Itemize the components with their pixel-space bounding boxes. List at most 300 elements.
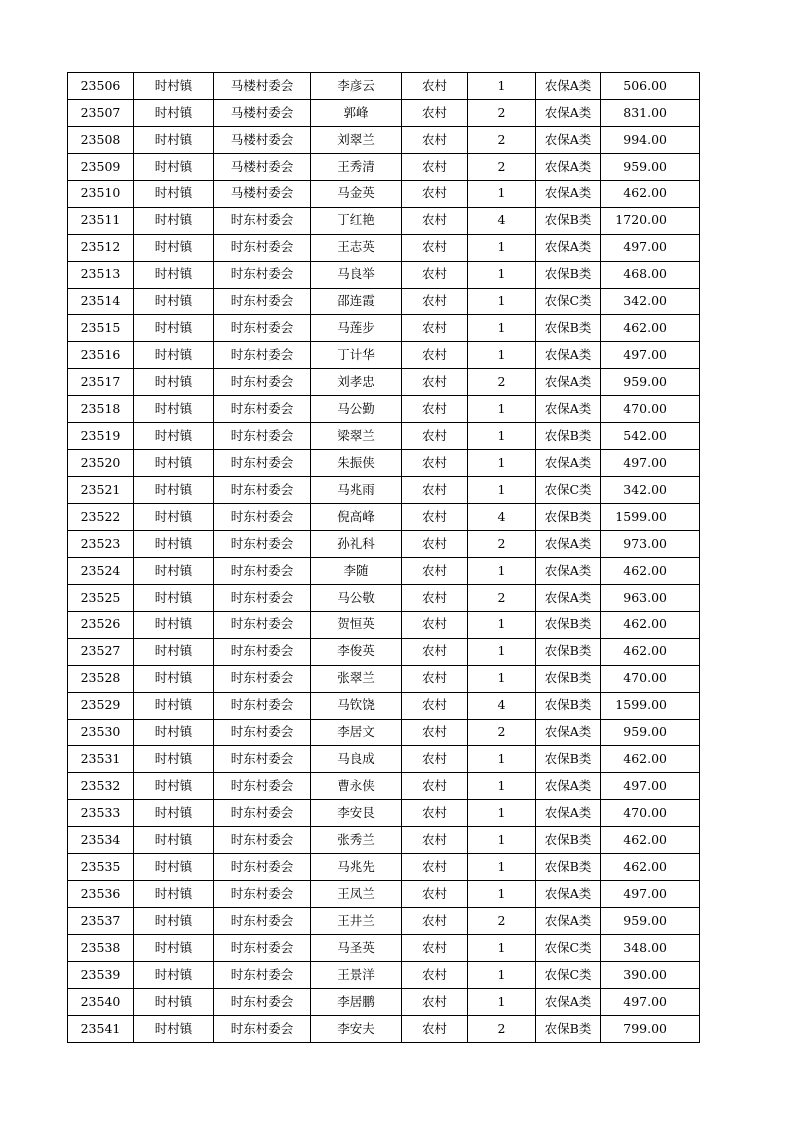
town-cell: 时村镇 <box>134 881 214 908</box>
insurance-class-cell: 农保A类 <box>536 530 601 557</box>
insurance-class-cell: 农保A类 <box>536 773 601 800</box>
household-count-cell: 1 <box>468 423 536 450</box>
household-count-cell: 1 <box>468 961 536 988</box>
insurance-class-cell: 农保C类 <box>536 935 601 962</box>
village-committee-cell: 时东村委会 <box>214 935 311 962</box>
village-committee-cell: 时东村委会 <box>214 665 311 692</box>
name-cell: 郭峰 <box>311 99 402 126</box>
record-id-cell: 23539 <box>68 961 134 988</box>
amount-cell: 470.00 <box>601 665 700 692</box>
name-cell: 李安夫 <box>311 1015 402 1042</box>
village-committee-cell: 时东村委会 <box>214 961 311 988</box>
name-cell: 马良成 <box>311 746 402 773</box>
village-committee-cell: 时东村委会 <box>214 504 311 531</box>
amount-cell: 799.00 <box>601 1015 700 1042</box>
household-type-cell: 农村 <box>402 423 468 450</box>
table-row <box>68 342 700 369</box>
record-id-cell: 23525 <box>68 584 134 611</box>
village-committee-cell: 时东村委会 <box>214 288 311 315</box>
household-count-cell: 1 <box>468 988 536 1015</box>
household-count-cell: 1 <box>468 342 536 369</box>
amount-cell: 959.00 <box>601 908 700 935</box>
record-id-cell: 23518 <box>68 396 134 423</box>
household-count-cell: 1 <box>468 611 536 638</box>
record-id-cell: 23528 <box>68 665 134 692</box>
town-cell: 时村镇 <box>134 126 214 153</box>
record-id-cell: 23511 <box>68 207 134 234</box>
insurance-class-cell: 农保B类 <box>536 746 601 773</box>
village-committee-cell: 时东村委会 <box>214 773 311 800</box>
table-row <box>68 153 700 180</box>
amount-cell: 342.00 <box>601 288 700 315</box>
town-cell: 时村镇 <box>134 288 214 315</box>
household-type-cell: 农村 <box>402 988 468 1015</box>
household-type-cell: 农村 <box>402 207 468 234</box>
household-type-cell: 农村 <box>402 504 468 531</box>
table-row <box>68 207 700 234</box>
household-type-cell: 农村 <box>402 450 468 477</box>
amount-cell: 959.00 <box>601 369 700 396</box>
insurance-class-cell: 农保B类 <box>536 854 601 881</box>
town-cell: 时村镇 <box>134 827 214 854</box>
insurance-class-cell: 农保A类 <box>536 73 601 100</box>
village-committee-cell: 时东村委会 <box>214 342 311 369</box>
village-committee-cell: 时东村委会 <box>214 396 311 423</box>
amount-cell: 497.00 <box>601 234 700 261</box>
table-row <box>68 369 700 396</box>
town-cell: 时村镇 <box>134 854 214 881</box>
town-cell: 时村镇 <box>134 988 214 1015</box>
record-id-cell: 23515 <box>68 315 134 342</box>
amount-cell: 462.00 <box>601 557 700 584</box>
table-row <box>68 73 700 100</box>
amount-cell: 468.00 <box>601 261 700 288</box>
name-cell: 马莲步 <box>311 315 402 342</box>
name-cell: 李随 <box>311 557 402 584</box>
village-committee-cell: 时东村委会 <box>214 207 311 234</box>
insurance-class-cell: 农保A类 <box>536 153 601 180</box>
amount-cell: 506.00 <box>601 73 700 100</box>
name-cell: 贺恒英 <box>311 611 402 638</box>
table-body <box>68 73 700 1043</box>
name-cell: 张翠兰 <box>311 665 402 692</box>
name-cell: 王凤兰 <box>311 881 402 908</box>
amount-cell: 462.00 <box>601 180 700 207</box>
household-type-cell: 农村 <box>402 1015 468 1042</box>
amount-cell: 959.00 <box>601 153 700 180</box>
village-committee-cell: 时东村委会 <box>214 315 311 342</box>
household-type-cell: 农村 <box>402 342 468 369</box>
table-row <box>68 961 700 988</box>
name-cell: 马公勤 <box>311 396 402 423</box>
amount-cell: 831.00 <box>601 99 700 126</box>
village-committee-cell: 时东村委会 <box>214 800 311 827</box>
household-type-cell: 农村 <box>402 827 468 854</box>
record-id-cell: 23507 <box>68 99 134 126</box>
household-type-cell: 农村 <box>402 881 468 908</box>
town-cell: 时村镇 <box>134 719 214 746</box>
household-type-cell: 农村 <box>402 800 468 827</box>
table-row <box>68 827 700 854</box>
town-cell: 时村镇 <box>134 504 214 531</box>
name-cell: 马钦饶 <box>311 692 402 719</box>
table-row <box>68 988 700 1015</box>
table-row <box>68 180 700 207</box>
household-type-cell: 农村 <box>402 530 468 557</box>
record-id-cell: 23509 <box>68 153 134 180</box>
household-count-cell: 4 <box>468 692 536 719</box>
insurance-class-cell: 农保B类 <box>536 611 601 638</box>
village-committee-cell: 马楼村委会 <box>214 73 311 100</box>
village-committee-cell: 时东村委会 <box>214 1015 311 1042</box>
amount-cell: 342.00 <box>601 477 700 504</box>
household-type-cell: 农村 <box>402 261 468 288</box>
town-cell: 时村镇 <box>134 369 214 396</box>
record-id-cell: 23537 <box>68 908 134 935</box>
amount-cell: 470.00 <box>601 800 700 827</box>
name-cell: 马兆雨 <box>311 477 402 504</box>
table-row <box>68 935 700 962</box>
amount-cell: 462.00 <box>601 746 700 773</box>
village-committee-cell: 时东村委会 <box>214 854 311 881</box>
town-cell: 时村镇 <box>134 396 214 423</box>
household-type-cell: 农村 <box>402 584 468 611</box>
record-id-cell: 23533 <box>68 800 134 827</box>
name-cell: 刘孝忠 <box>311 369 402 396</box>
household-count-cell: 1 <box>468 854 536 881</box>
table-row <box>68 396 700 423</box>
insurance-class-cell: 农保A类 <box>536 126 601 153</box>
town-cell: 时村镇 <box>134 638 214 665</box>
household-type-cell: 农村 <box>402 369 468 396</box>
table-row <box>68 315 700 342</box>
town-cell: 时村镇 <box>134 99 214 126</box>
household-type-cell: 农村 <box>402 99 468 126</box>
name-cell: 李居文 <box>311 719 402 746</box>
record-id-cell: 23516 <box>68 342 134 369</box>
town-cell: 时村镇 <box>134 530 214 557</box>
insurance-class-cell: 农保A类 <box>536 881 601 908</box>
town-cell: 时村镇 <box>134 153 214 180</box>
record-id-cell: 23508 <box>68 126 134 153</box>
name-cell: 梁翠兰 <box>311 423 402 450</box>
amount-cell: 994.00 <box>601 126 700 153</box>
record-id-cell: 23529 <box>68 692 134 719</box>
name-cell: 马兆先 <box>311 854 402 881</box>
table-row <box>68 126 700 153</box>
name-cell: 马金英 <box>311 180 402 207</box>
village-committee-cell: 时东村委会 <box>214 530 311 557</box>
household-type-cell: 农村 <box>402 288 468 315</box>
household-count-cell: 2 <box>468 99 536 126</box>
household-type-cell: 农村 <box>402 611 468 638</box>
household-count-cell: 1 <box>468 234 536 261</box>
village-committee-cell: 时东村委会 <box>214 988 311 1015</box>
household-type-cell: 农村 <box>402 773 468 800</box>
table-row <box>68 423 700 450</box>
record-id-cell: 23520 <box>68 450 134 477</box>
amount-cell: 1720.00 <box>601 207 700 234</box>
amount-cell: 497.00 <box>601 773 700 800</box>
record-id-cell: 23527 <box>68 638 134 665</box>
name-cell: 丁计华 <box>311 342 402 369</box>
name-cell: 王井兰 <box>311 908 402 935</box>
town-cell: 时村镇 <box>134 234 214 261</box>
name-cell: 李彦云 <box>311 73 402 100</box>
amount-cell: 497.00 <box>601 450 700 477</box>
amount-cell: 973.00 <box>601 530 700 557</box>
insurance-class-cell: 农保B类 <box>536 665 601 692</box>
household-type-cell: 农村 <box>402 315 468 342</box>
household-type-cell: 农村 <box>402 557 468 584</box>
household-count-cell: 1 <box>468 773 536 800</box>
record-id-cell: 23512 <box>68 234 134 261</box>
insurance-class-cell: 农保B类 <box>536 423 601 450</box>
amount-cell: 462.00 <box>601 827 700 854</box>
household-count-cell: 2 <box>468 530 536 557</box>
record-id-cell: 23530 <box>68 719 134 746</box>
town-cell: 时村镇 <box>134 961 214 988</box>
record-id-cell: 23519 <box>68 423 134 450</box>
town-cell: 时村镇 <box>134 342 214 369</box>
village-committee-cell: 时东村委会 <box>214 450 311 477</box>
record-id-cell: 23506 <box>68 73 134 100</box>
household-count-cell: 1 <box>468 396 536 423</box>
town-cell: 时村镇 <box>134 692 214 719</box>
amount-cell: 497.00 <box>601 881 700 908</box>
insurance-class-cell: 农保B类 <box>536 638 601 665</box>
record-id-cell: 23541 <box>68 1015 134 1042</box>
record-id-cell: 23521 <box>68 477 134 504</box>
household-count-cell: 1 <box>468 800 536 827</box>
town-cell: 时村镇 <box>134 908 214 935</box>
insurance-class-cell: 农保C类 <box>536 288 601 315</box>
insurance-class-cell: 农保A类 <box>536 800 601 827</box>
household-count-cell: 2 <box>468 369 536 396</box>
amount-cell: 542.00 <box>601 423 700 450</box>
household-count-cell: 1 <box>468 935 536 962</box>
household-type-cell: 农村 <box>402 935 468 962</box>
insurance-class-cell: 农保A类 <box>536 234 601 261</box>
household-type-cell: 农村 <box>402 153 468 180</box>
record-id-cell: 23538 <box>68 935 134 962</box>
household-count-cell: 1 <box>468 180 536 207</box>
village-committee-cell: 马楼村委会 <box>214 153 311 180</box>
name-cell: 孙礼科 <box>311 530 402 557</box>
town-cell: 时村镇 <box>134 477 214 504</box>
town-cell: 时村镇 <box>134 557 214 584</box>
household-count-cell: 4 <box>468 207 536 234</box>
insurance-class-cell: 农保A类 <box>536 396 601 423</box>
household-count-cell: 1 <box>468 665 536 692</box>
name-cell: 马公敬 <box>311 584 402 611</box>
record-id-cell: 23523 <box>68 530 134 557</box>
town-cell: 时村镇 <box>134 450 214 477</box>
table-row <box>68 288 700 315</box>
table-row <box>68 234 700 261</box>
name-cell: 李居鹏 <box>311 988 402 1015</box>
household-type-cell: 农村 <box>402 854 468 881</box>
insurance-class-cell: 农保B类 <box>536 207 601 234</box>
record-id-cell: 23531 <box>68 746 134 773</box>
village-committee-cell: 时东村委会 <box>214 908 311 935</box>
household-count-cell: 1 <box>468 261 536 288</box>
household-count-cell: 1 <box>468 315 536 342</box>
table-row <box>68 450 700 477</box>
village-committee-cell: 时东村委会 <box>214 611 311 638</box>
household-type-cell: 农村 <box>402 180 468 207</box>
table-row <box>68 908 700 935</box>
household-count-cell: 2 <box>468 126 536 153</box>
household-count-cell: 1 <box>468 73 536 100</box>
amount-cell: 462.00 <box>601 315 700 342</box>
village-committee-cell: 马楼村委会 <box>214 99 311 126</box>
record-id-cell: 23522 <box>68 504 134 531</box>
household-count-cell: 1 <box>468 827 536 854</box>
household-count-cell: 2 <box>468 153 536 180</box>
table-row <box>68 530 700 557</box>
name-cell: 马圣英 <box>311 935 402 962</box>
record-id-cell: 23514 <box>68 288 134 315</box>
insurance-class-cell: 农保A类 <box>536 719 601 746</box>
household-type-cell: 农村 <box>402 665 468 692</box>
village-committee-cell: 时东村委会 <box>214 234 311 261</box>
town-cell: 时村镇 <box>134 315 214 342</box>
town-cell: 时村镇 <box>134 773 214 800</box>
household-count-cell: 1 <box>468 638 536 665</box>
insurance-class-cell: 农保A类 <box>536 584 601 611</box>
insurance-class-cell: 农保C类 <box>536 477 601 504</box>
village-committee-cell: 时东村委会 <box>214 557 311 584</box>
table-row <box>68 611 700 638</box>
village-committee-cell: 马楼村委会 <box>214 180 311 207</box>
household-count-cell: 2 <box>468 1015 536 1042</box>
village-committee-cell: 时东村委会 <box>214 477 311 504</box>
insurance-class-cell: 农保A类 <box>536 342 601 369</box>
insurance-class-cell: 农保A类 <box>536 557 601 584</box>
village-committee-cell: 时东村委会 <box>214 692 311 719</box>
table-row <box>68 584 700 611</box>
table-row <box>68 773 700 800</box>
table-row <box>68 800 700 827</box>
table-row <box>68 504 700 531</box>
town-cell: 时村镇 <box>134 665 214 692</box>
amount-cell: 348.00 <box>601 935 700 962</box>
name-cell: 倪高峰 <box>311 504 402 531</box>
record-id-cell: 23526 <box>68 611 134 638</box>
insurance-class-cell: 农保B类 <box>536 315 601 342</box>
name-cell: 张秀兰 <box>311 827 402 854</box>
insurance-class-cell: 农保A类 <box>536 988 601 1015</box>
amount-cell: 1599.00 <box>601 692 700 719</box>
amount-cell: 462.00 <box>601 611 700 638</box>
table-row <box>68 692 700 719</box>
record-id-cell: 23534 <box>68 827 134 854</box>
table-row <box>68 854 700 881</box>
household-count-cell: 2 <box>468 719 536 746</box>
household-count-cell: 1 <box>468 450 536 477</box>
name-cell: 邵连霞 <box>311 288 402 315</box>
table-row <box>68 665 700 692</box>
town-cell: 时村镇 <box>134 1015 214 1042</box>
amount-cell: 963.00 <box>601 584 700 611</box>
name-cell: 马良举 <box>311 261 402 288</box>
household-count-cell: 2 <box>468 584 536 611</box>
table-row <box>68 1015 700 1042</box>
household-count-cell: 1 <box>468 557 536 584</box>
insurance-class-cell: 农保C类 <box>536 961 601 988</box>
village-committee-cell: 马楼村委会 <box>214 126 311 153</box>
town-cell: 时村镇 <box>134 935 214 962</box>
town-cell: 时村镇 <box>134 746 214 773</box>
household-type-cell: 农村 <box>402 73 468 100</box>
village-committee-cell: 时东村委会 <box>214 261 311 288</box>
name-cell: 王志英 <box>311 234 402 261</box>
town-cell: 时村镇 <box>134 423 214 450</box>
town-cell: 时村镇 <box>134 800 214 827</box>
name-cell: 李俊英 <box>311 638 402 665</box>
household-type-cell: 农村 <box>402 719 468 746</box>
table-row <box>68 746 700 773</box>
household-type-cell: 农村 <box>402 234 468 261</box>
table-row <box>68 261 700 288</box>
name-cell: 王景洋 <box>311 961 402 988</box>
household-type-cell: 农村 <box>402 961 468 988</box>
name-cell: 李安艮 <box>311 800 402 827</box>
amount-cell: 497.00 <box>601 342 700 369</box>
record-id-cell: 23517 <box>68 369 134 396</box>
amount-cell: 959.00 <box>601 719 700 746</box>
town-cell: 时村镇 <box>134 584 214 611</box>
amount-cell: 470.00 <box>601 396 700 423</box>
household-count-cell: 1 <box>468 288 536 315</box>
table-row <box>68 719 700 746</box>
town-cell: 时村镇 <box>134 180 214 207</box>
table-row <box>68 881 700 908</box>
insurance-class-cell: 农保B类 <box>536 504 601 531</box>
name-cell: 朱振侠 <box>311 450 402 477</box>
insurance-class-cell: 农保B类 <box>536 261 601 288</box>
amount-cell: 462.00 <box>601 854 700 881</box>
table-row <box>68 477 700 504</box>
village-committee-cell: 时东村委会 <box>214 881 311 908</box>
name-cell: 丁红艳 <box>311 207 402 234</box>
household-type-cell: 农村 <box>402 692 468 719</box>
household-count-cell: 1 <box>468 881 536 908</box>
record-id-cell: 23510 <box>68 180 134 207</box>
household-type-cell: 农村 <box>402 396 468 423</box>
household-type-cell: 农村 <box>402 477 468 504</box>
town-cell: 时村镇 <box>134 611 214 638</box>
amount-cell: 390.00 <box>601 961 700 988</box>
town-cell: 时村镇 <box>134 207 214 234</box>
name-cell: 王秀清 <box>311 153 402 180</box>
village-committee-cell: 时东村委会 <box>214 746 311 773</box>
amount-cell: 497.00 <box>601 988 700 1015</box>
household-count-cell: 2 <box>468 908 536 935</box>
insurance-class-cell: 农保A类 <box>536 369 601 396</box>
insurance-class-cell: 农保B类 <box>536 692 601 719</box>
town-cell: 时村镇 <box>134 261 214 288</box>
record-id-cell: 23536 <box>68 881 134 908</box>
record-id-cell: 23513 <box>68 261 134 288</box>
insurance-class-cell: 农保A类 <box>536 450 601 477</box>
village-committee-cell: 时东村委会 <box>214 827 311 854</box>
insurance-class-cell: 农保B类 <box>536 1015 601 1042</box>
table-row <box>68 638 700 665</box>
household-count-cell: 1 <box>468 477 536 504</box>
insurance-class-cell: 农保A类 <box>536 908 601 935</box>
